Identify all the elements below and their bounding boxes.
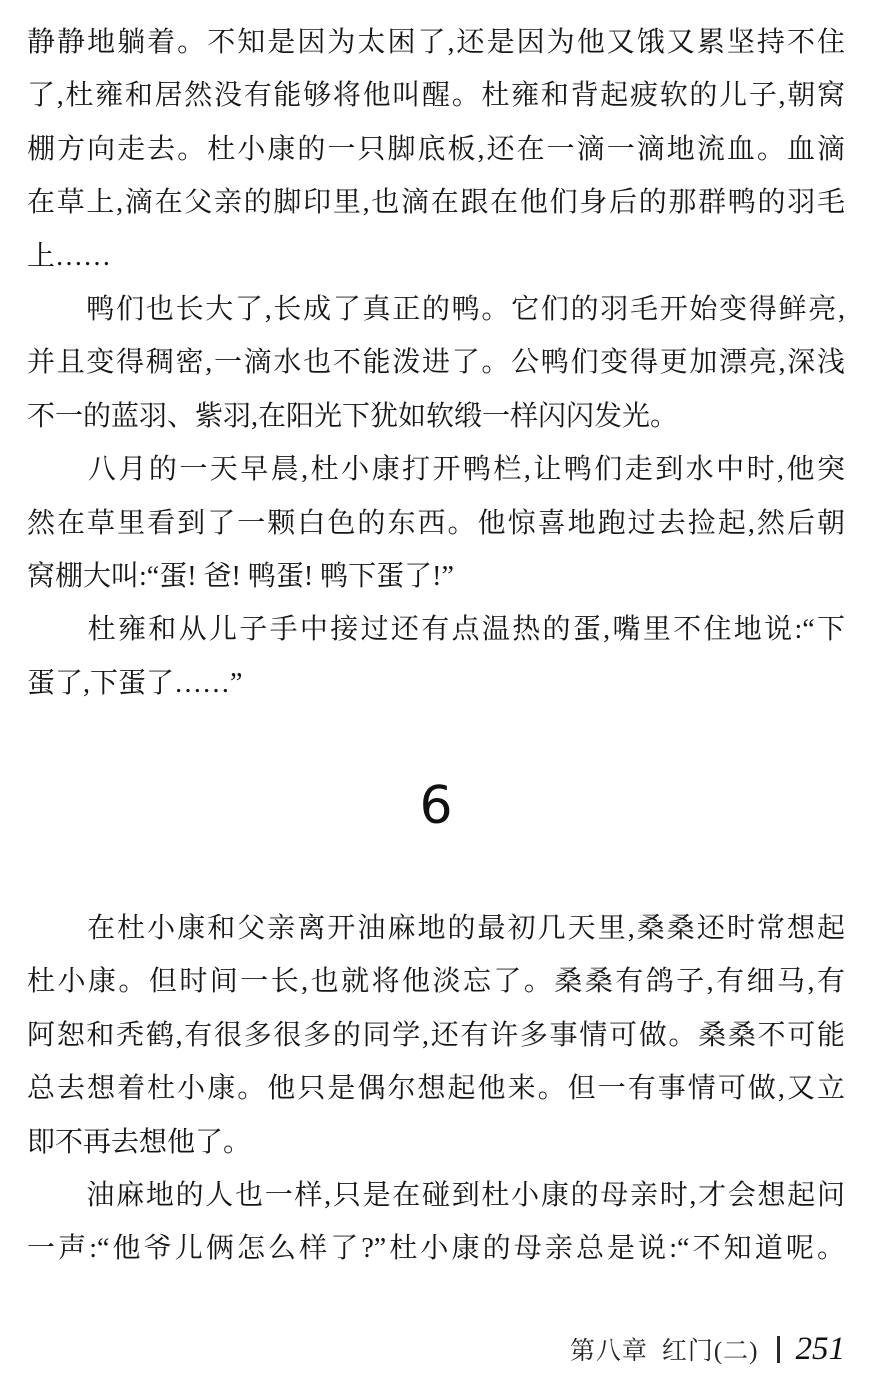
footer-separator-bar bbox=[777, 1336, 780, 1363]
paragraph-block-bottom bbox=[27, 902, 845, 1276]
text-line: 不一的蓝羽、紫羽,在阳光下犹如软缎一样闪闪发光。 bbox=[27, 400, 679, 432]
text-line: 杜小康。但时间一长,也就将他淡忘了。桑桑有鸽子,有细马,有 bbox=[27, 966, 845, 998]
text-line: 了,杜雍和居然没有能够将他叫醒。杜雍和背起疲软的儿子,朝窝 bbox=[27, 80, 845, 112]
text-line: 在杜小康和父亲离开油麻地的最初几天里,桑桑还时常想起 bbox=[27, 913, 845, 945]
text-line: 一声:“他爷儿俩怎么样了?”杜小康的母亲总是说:“不知道呢。 bbox=[27, 1233, 845, 1265]
footer-section-title: 红门(二) bbox=[661, 1338, 759, 1365]
text-line: 鸭们也长大了,长成了真正的鸭。它们的羽毛开始变得鲜亮, bbox=[27, 293, 845, 325]
text-line: 在草上,滴在父亲的脚印里,也滴在跟在他们身后的那群鸭的羽毛 bbox=[27, 187, 845, 219]
page-number: 251 bbox=[795, 1330, 845, 1367]
text-line: 窝棚大叫:“蛋! 爸! 鸭蛋! 鸭下蛋了!” bbox=[27, 560, 454, 592]
page-text bbox=[27, 16, 845, 1276]
text-line: 静静地躺着。不知是因为太困了,还是因为他又饿又累坚持不住 bbox=[27, 27, 845, 58]
text-line: 即不再去想他了。 bbox=[27, 1126, 252, 1158]
text-line: 棚方向走去。杜小康的一只脚底板,还在一滴一滴地流血。血滴 bbox=[27, 133, 845, 165]
footer-chapter-label: 第八章 bbox=[569, 1338, 648, 1365]
page-footer bbox=[570, 1331, 845, 1367]
text-line: 油麻地的人也一样,只是在碰到杜小康的母亲时,才会想起问 bbox=[27, 1180, 845, 1212]
paragraph-block-top bbox=[27, 16, 845, 710]
text-line: 杜雍和从儿子手中接过还有点温热的蛋,嘴里不住地说:“下 bbox=[27, 614, 845, 646]
text-line: 八月的一天早晨,杜小康打开鸭栏,让鸭们走到水中时,他突 bbox=[27, 454, 845, 486]
text-line: 上…… bbox=[27, 240, 112, 272]
text-line: 蛋了,下蛋了……” bbox=[27, 667, 243, 699]
text-line: 阿恕和秃鹤,有很多很多的同学,还有许多事情可做。桑桑不可能 bbox=[27, 1019, 845, 1051]
text-line: 总去想着杜小康。他只是偶尔想起他来。但一有事情可做,又立 bbox=[27, 1073, 845, 1105]
text-line: 并且变得稠密,一滴水也不能泼进了。公鸭们变得更加漂亮,深浅 bbox=[27, 347, 845, 379]
text-line: 然在草里看到了一颗白色的东西。他惊喜地跑过去捡起,然后朝 bbox=[27, 507, 845, 539]
section-number: 6 bbox=[419, 776, 453, 837]
